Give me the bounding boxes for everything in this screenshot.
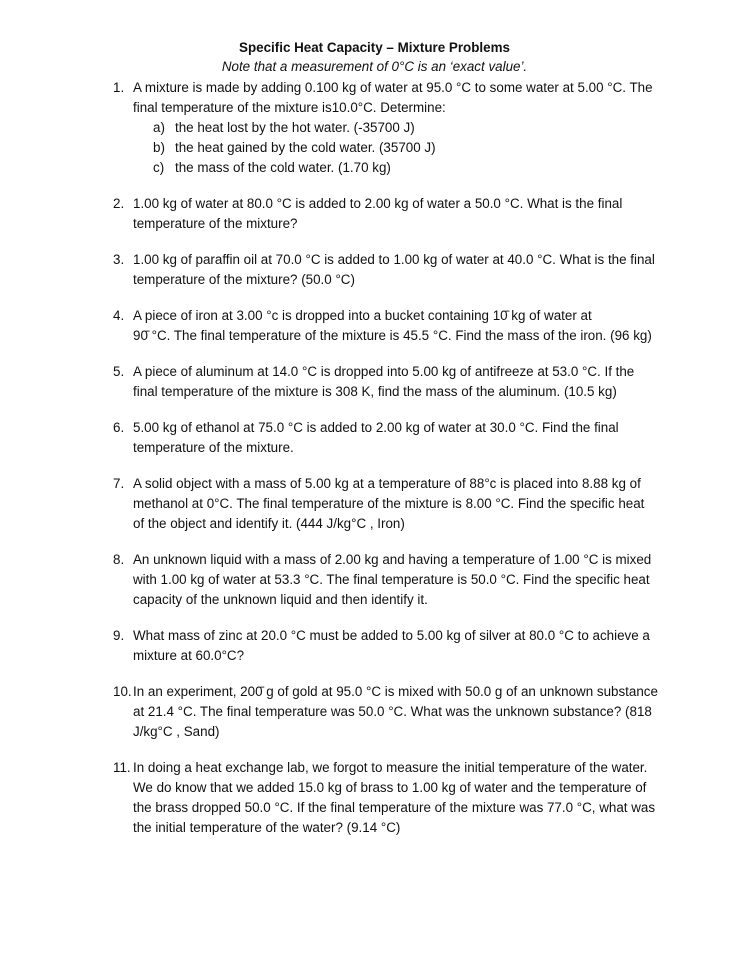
problem-text-line: of the object and identify it. (444 J/kg°C , Iron)	[133, 516, 405, 531]
problem-text-line: temperature of the mixture?	[133, 216, 298, 231]
problem-text-line: temperature of the mixture.	[133, 440, 294, 455]
problem-text-line: In doing a heat exchange lab, we forgot to measure the initial temperature of the water.	[133, 760, 648, 775]
sub-label: a)	[153, 120, 165, 135]
problem-number: 11.	[113, 760, 131, 775]
sub-question	[133, 118, 673, 138]
sub-question	[133, 158, 673, 178]
problem-4	[113, 306, 673, 346]
problem-text-line: the brass dropped 50.0 °C. If the final temperature of the mixture was 77.0 °C, what was	[133, 800, 656, 815]
problem-list	[113, 78, 673, 854]
problem-number: 1.	[113, 80, 125, 95]
problem-text-line: A piece of iron at 3.00 °c is dropped into a bucket containing 10̄ kg of water at	[133, 308, 592, 323]
problem-text-line: 1.00 kg of paraffin oil at 70.0 °C is added to 1.00 kg of water at 40.0 °C. What is the final	[133, 252, 655, 267]
problem-number: 9.	[113, 628, 125, 643]
problem-number: 6.	[113, 420, 125, 435]
problem-number: 10.	[113, 684, 132, 699]
problem-10	[113, 682, 673, 742]
sub-text: the heat lost by the hot water. (-35700 J)	[175, 120, 415, 135]
problem-text-line: J/kg°C , Sand)	[133, 724, 220, 739]
problem-3	[113, 250, 673, 290]
problem-text-line: What mass of zinc at 20.0 °C must be added to 5.00 kg of silver at 80.0 °C to achieve a	[133, 628, 650, 643]
problem-text-line: with 1.00 kg of water at 53.3 °C. The final temperature is 50.0 °C. Find the specific heat	[133, 572, 650, 587]
problem-text-line: the initial temperature of the water? (9.14 °C)	[133, 820, 401, 835]
problem-6	[113, 418, 673, 458]
problem-text-line: mixture at 60.0°C?	[133, 648, 245, 663]
problem-text-line: 5.00 kg of ethanol at 75.0 °C is added to 2.00 kg of water at 30.0 °C. Find the final	[133, 420, 619, 435]
problem-text-line: An unknown liquid with a mass of 2.00 kg and having a temperature of 1.00 °C is mixed	[133, 552, 652, 567]
problem-number: 4.	[113, 308, 125, 323]
problem-text-line: A piece of aluminum at 14.0 °C is dropped into 5.00 kg of antifreeze at 53.0 °C. If the	[133, 364, 635, 379]
problem-text-line: at 21.4 °C. The final temperature was 50.0 °C. What was the unknown substance? (818	[133, 704, 652, 719]
problem-number: 7.	[113, 476, 125, 491]
problem-7	[113, 474, 673, 534]
problem-1	[113, 78, 673, 178]
problem-text-line: final temperature of the mixture is10.0°C. Determine:	[133, 100, 446, 115]
problem-text-line: In an experiment, 200̄ g of gold at 95.0 °C is mixed with 50.0 g of an unknown substance	[133, 684, 658, 699]
problem-number: 2.	[113, 196, 125, 211]
problem-text-line: 90̄ °C. The final temperature of the mixture is 45.5 °C. Find the mass of the iron. (96 kg)	[133, 328, 652, 343]
problem-text-line: 1.00 kg of water at 80.0 °C is added to 2.00 kg of water a 50.0 °C. What is the final	[133, 196, 623, 211]
sub-text: the heat gained by the cold water. (35700 J)	[175, 140, 436, 155]
problem-text-line: final temperature of the mixture is 308 K, find the mass of the aluminum. (10.5 kg)	[133, 384, 617, 399]
problem-5	[113, 362, 673, 402]
page-title: Specific Heat Capacity – Mixture Problems	[239, 40, 510, 55]
sub-question	[133, 138, 673, 158]
problem-9	[113, 626, 673, 666]
sub-label: b)	[153, 140, 165, 155]
problem-number: 8.	[113, 552, 125, 567]
problem-text-line: We do know that we added 15.0 kg of brass to 1.00 kg of water and the temperature of	[133, 780, 647, 795]
sub-text: the mass of the cold water. (1.70 kg)	[175, 160, 391, 175]
problem-text-line: A solid object with a mass of 5.00 kg at a temperature of 88°c is placed into 8.88 kg of	[133, 476, 641, 491]
problem-text-line: capacity of the unknown liquid and then identify it.	[133, 592, 428, 607]
problem-number: 3.	[113, 252, 125, 267]
problem-11	[113, 758, 673, 838]
problem-number: 5.	[113, 364, 125, 379]
problem-text-line: temperature of the mixture? (50.0 °C)	[133, 272, 355, 287]
problem-text-line: A mixture is made by adding 0.100 kg of water at 95.0 °C to some water at 5.00 °C. The	[133, 80, 653, 95]
problem-8	[113, 550, 673, 610]
problem-2	[113, 194, 673, 234]
note: Note that a measurement of 0°C is an ‘exact value’.	[221, 59, 528, 74]
problem-text-line: methanol at 0°C. The final temperature of the mixture is 8.00 °C. Find the specific heat	[133, 496, 645, 511]
sub-label: c)	[153, 160, 165, 175]
